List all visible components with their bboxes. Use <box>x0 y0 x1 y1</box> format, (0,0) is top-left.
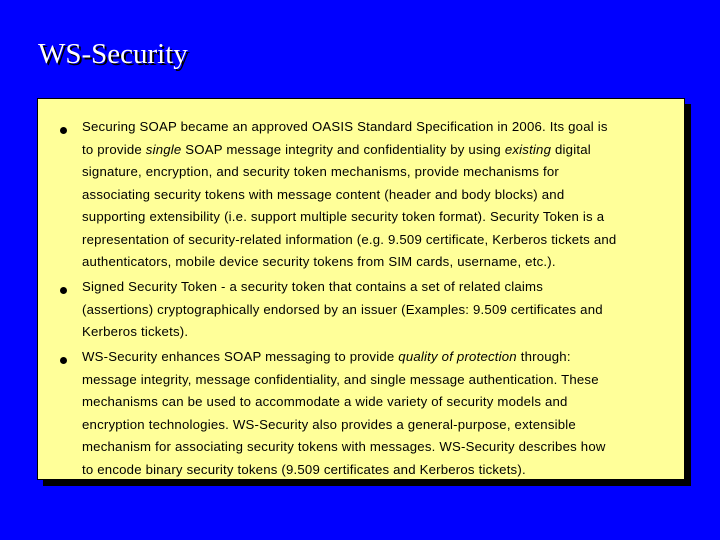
bullet-text-line: Securing SOAP became an approved OASIS Standard Specification in 2006. Its goal is <box>82 119 608 134</box>
bullet-text-line: supporting extensibility (i.e. support multiple security token format). Security Token is a <box>82 209 605 224</box>
bullet-text-line: associating security tokens with message content (header and body blocks) and <box>82 186 565 202</box>
emphasis-text: quality of protection <box>398 349 517 364</box>
bullet-text-line: representation of security-related information (e.g. 9.509 certificate, Kerberos tickets and <box>82 231 617 247</box>
bullet-text-line: encryption technologies. WS-Security also provides a general-purpose, extensible <box>82 416 576 432</box>
content-box <box>37 98 685 480</box>
emphasis-text: single <box>145 141 182 157</box>
bullet-text-line: to provide single SOAP message integrity and confidentiality by using existing digital <box>82 141 591 157</box>
bullet-text-line: mechanism for associating security tokens with messages. WS-Security describes how <box>82 439 606 454</box>
bullet-text-line: message integrity, message confidentiality, and single message authentication. These <box>82 371 599 387</box>
bullet-text-line: (assertions) cryptographically endorsed by an issuer (Examples: 9.509 certificates and <box>82 301 603 317</box>
emphasis-text: existing <box>504 141 552 157</box>
bullet-text-line: to encode binary security tokens (9.509 certificates and Kerberos tickets). <box>82 461 526 477</box>
bullet-dot-icon <box>60 127 67 134</box>
bullet-text-line: authenticators, mobile device security tokens from SIM cards, username, etc.). <box>82 254 556 269</box>
slide-title: WS-Security <box>38 38 188 70</box>
bullet-text-line: signature, encryption, and security token mechanisms, provide mechanisms for <box>82 164 559 179</box>
bullet-text-line: mechanisms can be used to accommodate a wide variety of security models and <box>82 394 568 409</box>
bullet-text-line: Signed Security Token - a security token that contains a set of related claims <box>82 279 544 294</box>
bullet-dot-icon <box>60 357 67 364</box>
bullet-text-line: WS-Security enhances SOAP messaging to provide quality of protection through: <box>82 349 571 364</box>
bullet-dot-icon <box>60 287 67 294</box>
bullet-text-line: Kerberos tickets). <box>82 324 189 339</box>
